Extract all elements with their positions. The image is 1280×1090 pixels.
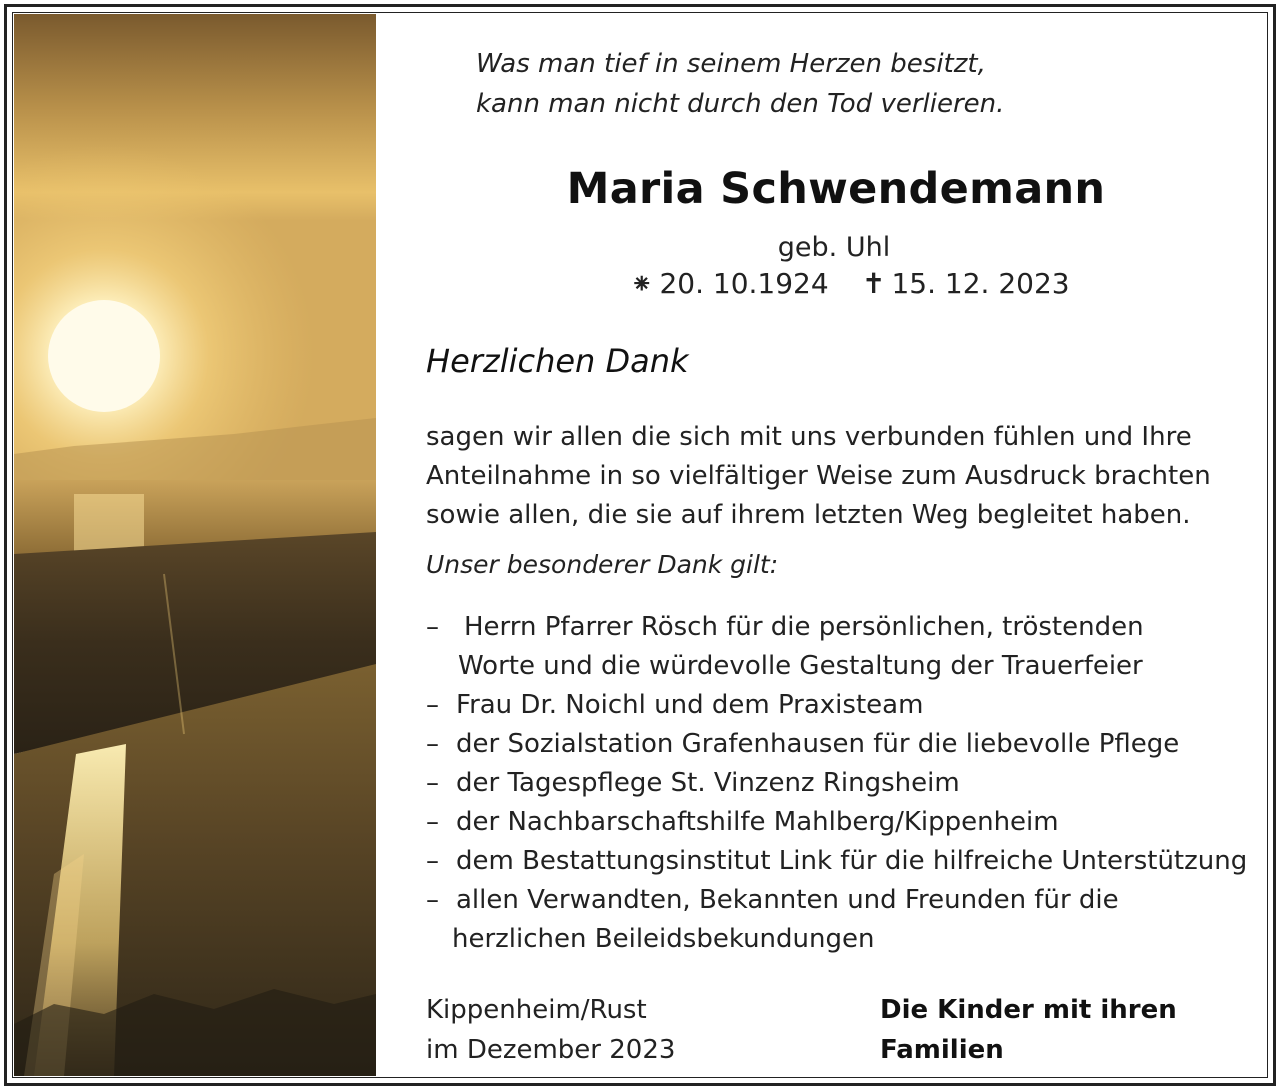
list-item-text: Herrn Pfarrer Rösch für die persönlichen, tröstenden [464, 612, 1144, 642]
paragraph-line: sagen wir allen die sich mit uns verbunden fühlen und Ihre [426, 422, 1192, 452]
list-item [426, 608, 1266, 686]
date: im Dezember 2023 [426, 1035, 676, 1065]
thanks-list [426, 608, 1266, 959]
list-item-text: der Sozialstation Grafenhausen für die liebevolle Pflege [456, 729, 1180, 759]
list-item [426, 686, 1266, 725]
list-dash: – [426, 807, 439, 837]
list-dash: – [426, 768, 439, 798]
list-item-text: Worte und die würdevolle Gestaltung der Trauerfeier [458, 651, 1143, 681]
list-item [426, 725, 1266, 764]
deceased-name: Maria Schwendemann [566, 164, 1106, 214]
place-and-date [426, 990, 675, 1070]
list-item-text: der Nachbarschaftshilfe Mahlberg/Kippenheim [456, 807, 1059, 837]
list-dash: – [426, 846, 439, 876]
list-dash: – [426, 729, 439, 759]
life-dates [630, 267, 1130, 307]
signature [880, 990, 1177, 1070]
death-date: 15. 12. 2023 [891, 267, 1070, 300]
list-item-text: herzlichen Beileidsbekundungen [452, 924, 875, 954]
motto-line: Was man tief in seinem Herzen besitzt, [476, 49, 986, 79]
list-item-text: Frau Dr. Noichl und dem Praxisteam [456, 690, 924, 720]
list-dash: – [426, 885, 439, 915]
cross-icon: ✝ [862, 267, 886, 300]
list-item [426, 842, 1266, 881]
list-item-text: allen Verwandten, Bekannten und Freunden für die [456, 885, 1119, 915]
list-item [426, 764, 1266, 803]
paragraph-line: Anteilnahme in so vielfältiger Weise zum Ausdruck brachten [426, 461, 1211, 491]
list-item-text: der Tagespflege St. Vinzenz Ringsheim [456, 768, 960, 798]
paragraph-line: sowie allen, die sie auf ihrem letzten Weg begleitet haben. [426, 500, 1191, 530]
motto-line: kann man nicht durch den Tod verlieren. [476, 89, 1005, 119]
birth-date-group [630, 267, 829, 300]
thanks-paragraph [426, 418, 1246, 535]
place: Kippenheim/Rust [426, 995, 647, 1025]
special-thanks-heading: Unser besonderer Dank gilt: [426, 550, 779, 579]
list-dash: – [426, 612, 439, 642]
list-item [426, 803, 1266, 842]
sunset-beach-photo [14, 14, 376, 1076]
signature-line: Familien [880, 1035, 1004, 1065]
birth-name: geb. Uhl [777, 232, 891, 263]
list-item-text: dem Bestattungsinstitut Link für die hilfreiche Unterstützung [456, 846, 1248, 876]
death-date-group [862, 267, 1070, 300]
list-item [426, 881, 1266, 959]
birth-date: 20. 10.1924 [659, 267, 829, 300]
star-icon: ⁕ [630, 267, 654, 300]
obituary-text-panel [376, 14, 1266, 1076]
motto-quote [476, 44, 1076, 124]
signature-line: Die Kinder mit ihren [880, 995, 1177, 1025]
list-dash: – [426, 690, 439, 720]
thanks-heading: Herzlichen Dank [426, 342, 689, 380]
